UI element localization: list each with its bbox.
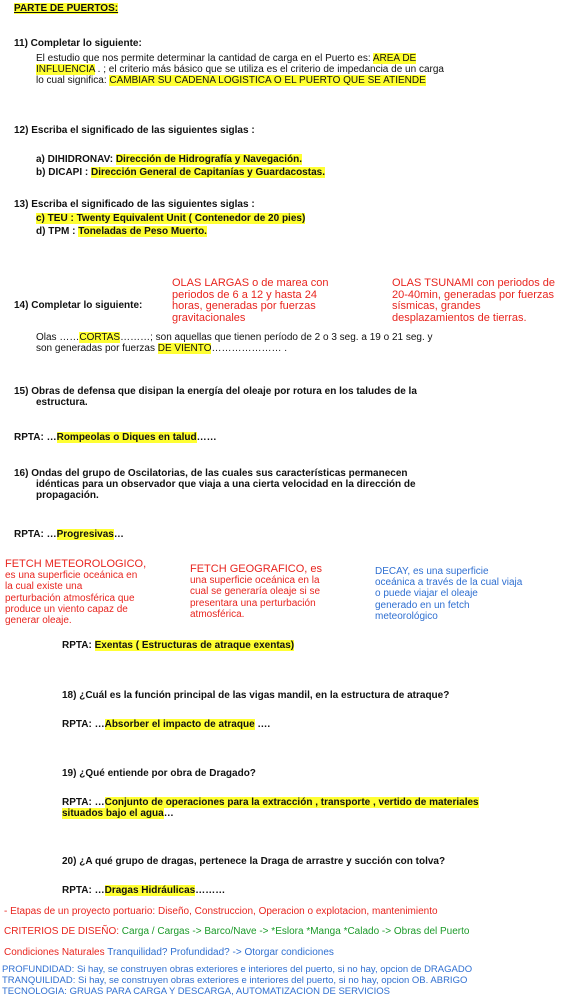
- question-19-answer: RPTA: …Conjunto de operaciones para la extracción , transporte , vertido de materiales situados bajo el agua…: [62, 797, 479, 819]
- question-15-answer: RPTA: …Rompeolas o Diques en talud……: [14, 432, 217, 443]
- note-etapas: - Etapas de un proyecto portuario: Diseño, Construccion, Operacion o explotacion, mantenimiento: [4, 906, 438, 917]
- note-decay: DECAY, es una superficie oceánica a través de la cual viaja o puede viajar el oleaje generado en un fetch meteorológico: [375, 566, 523, 622]
- question-13-heading: 13) Escriba el significado de las siguientes siglas :: [14, 199, 255, 210]
- question-14-heading: 14) Completar lo siguiente:: [14, 300, 143, 311]
- document-title: PARTE DE PUERTOS:: [14, 3, 119, 14]
- question-14-body: Olas ……CORTAS………; son aquellas que tienen período de 2 o 3 seg. a 19 o 21 seg. y son generadas por fuerzas DE VIENTO………………… .: [36, 332, 433, 354]
- question-18-heading: 18) ¿Cuál es la función principal de las vigas mandil, en la estructura de atraque?: [62, 690, 450, 701]
- answer-cadena-logistica: CAMBIAR SU CADENA LOGISTICA O EL PUERTO QUE SE ATIENDE: [109, 75, 426, 86]
- note-fetch-geografico: FETCH GEOGRAFICO, es una superficie oceánica en la cual se generaría oleaje si se presentara una perturbación atmosférica.: [190, 563, 323, 620]
- answer-cortas: CORTAS: [79, 332, 121, 343]
- answer-de-viento: DE VIENTO: [157, 343, 212, 354]
- question-20-answer: RPTA: …Dragas Hidráulicas………: [62, 885, 226, 896]
- question-12-answers: a) DIHIDRONAV: Dirección de Hidrografía y Navegación. b) DICAPI : Dirección General de Capitanías y Guardacostas.: [36, 154, 325, 178]
- note-tranquilidad: TRANQUILIDAD: Si hay, se construyen obras exteriores e interiores del puerto, si no hay, opcion OB. ABRIGO: [2, 975, 468, 986]
- question-18-answer: RPTA: …Absorber el impacto de atraque ….: [62, 719, 271, 730]
- question-19-heading: 19) ¿Qué entiende por obra de Dragado?: [62, 768, 256, 779]
- note-olas-largas: OLAS LARGAS o de marea con periodos de 6 a 12 y hasta 24 horas, generadas por fuerzas gravitacionales: [172, 277, 329, 324]
- question-16: 16) Ondas del grupo de Oscilatorias, de las cuales sus características permanecen idénticas para un observador que viaja a una cierta velocidad en la dirección de propagación.: [14, 468, 416, 501]
- note-condiciones: Condiciones Naturales Tranquilidad? Profundidad? -> Otorgar condiciones: [4, 947, 334, 958]
- question-20-heading: 20) ¿A qué grupo de dragas, pertenece la Draga de arrastre y succión con tolva?: [62, 856, 446, 867]
- note-olas-tsunami: OLAS TSUNAMI con periodos de 20-40min, generadas por fuerzas sísmicas, grandes desplazamientos de tierras.: [392, 277, 556, 324]
- question-11-heading: 11) Completar lo siguiente:: [14, 38, 142, 49]
- answer-influencia: INFLUENCIA: [36, 64, 95, 75]
- question-12-heading: 12) Escriba el significado de las siguientes siglas :: [14, 125, 255, 136]
- note-profundidad: PROFUNDIDAD: Si hay, se construyen obras exteriores e interiores del puerto, si no hay, opcion de DRAGADO: [2, 964, 473, 975]
- answer-area-de: AREA DE: [372, 53, 417, 64]
- question-16-answer: RPTA: …Progresivas…: [14, 529, 124, 540]
- question-15: 15) Obras de defensa que disipan la energía del oleaje por rotura en los taludes de la estructura.: [14, 386, 417, 408]
- question-17-answer: RPTA: Exentas ( Estructuras de atraque exentas): [62, 640, 295, 651]
- question-11-body: El estudio que nos permite determinar la cantidad de carga en el Puerto es: AREA DE INFLUENCIA . ; el criterio más básico que se utiliza es el criterio de impedancia de un carga lo cual significa: CAMBIAR SU CADENA LOGISTICA O EL PUERTO QUE SE ATIENDE: [36, 53, 444, 86]
- note-tecnologia: TECNOLOGIA: GRUAS PARA CARGA Y DESCARGA, AUTOMATIZACION DE SERVICIOS: [2, 986, 391, 997]
- note-fetch-meteorologico: FETCH METEOROLOGICO, es una superficie oceánica en la cual existe una perturbación atmosférica que produce un viento capaz de generar oleaje.: [5, 558, 147, 627]
- question-13-answers: c) TEU : Twenty Equivalent Unit ( Contenedor de 20 pies) d) TPM : Toneladas de Peso Muerto.: [36, 213, 306, 237]
- note-criterios: CRITERIOS DE DISEÑO: Carga / Cargas -> Barco/Nave -> *Eslora *Manga *Calado -> Obras del Puerto: [4, 926, 470, 937]
